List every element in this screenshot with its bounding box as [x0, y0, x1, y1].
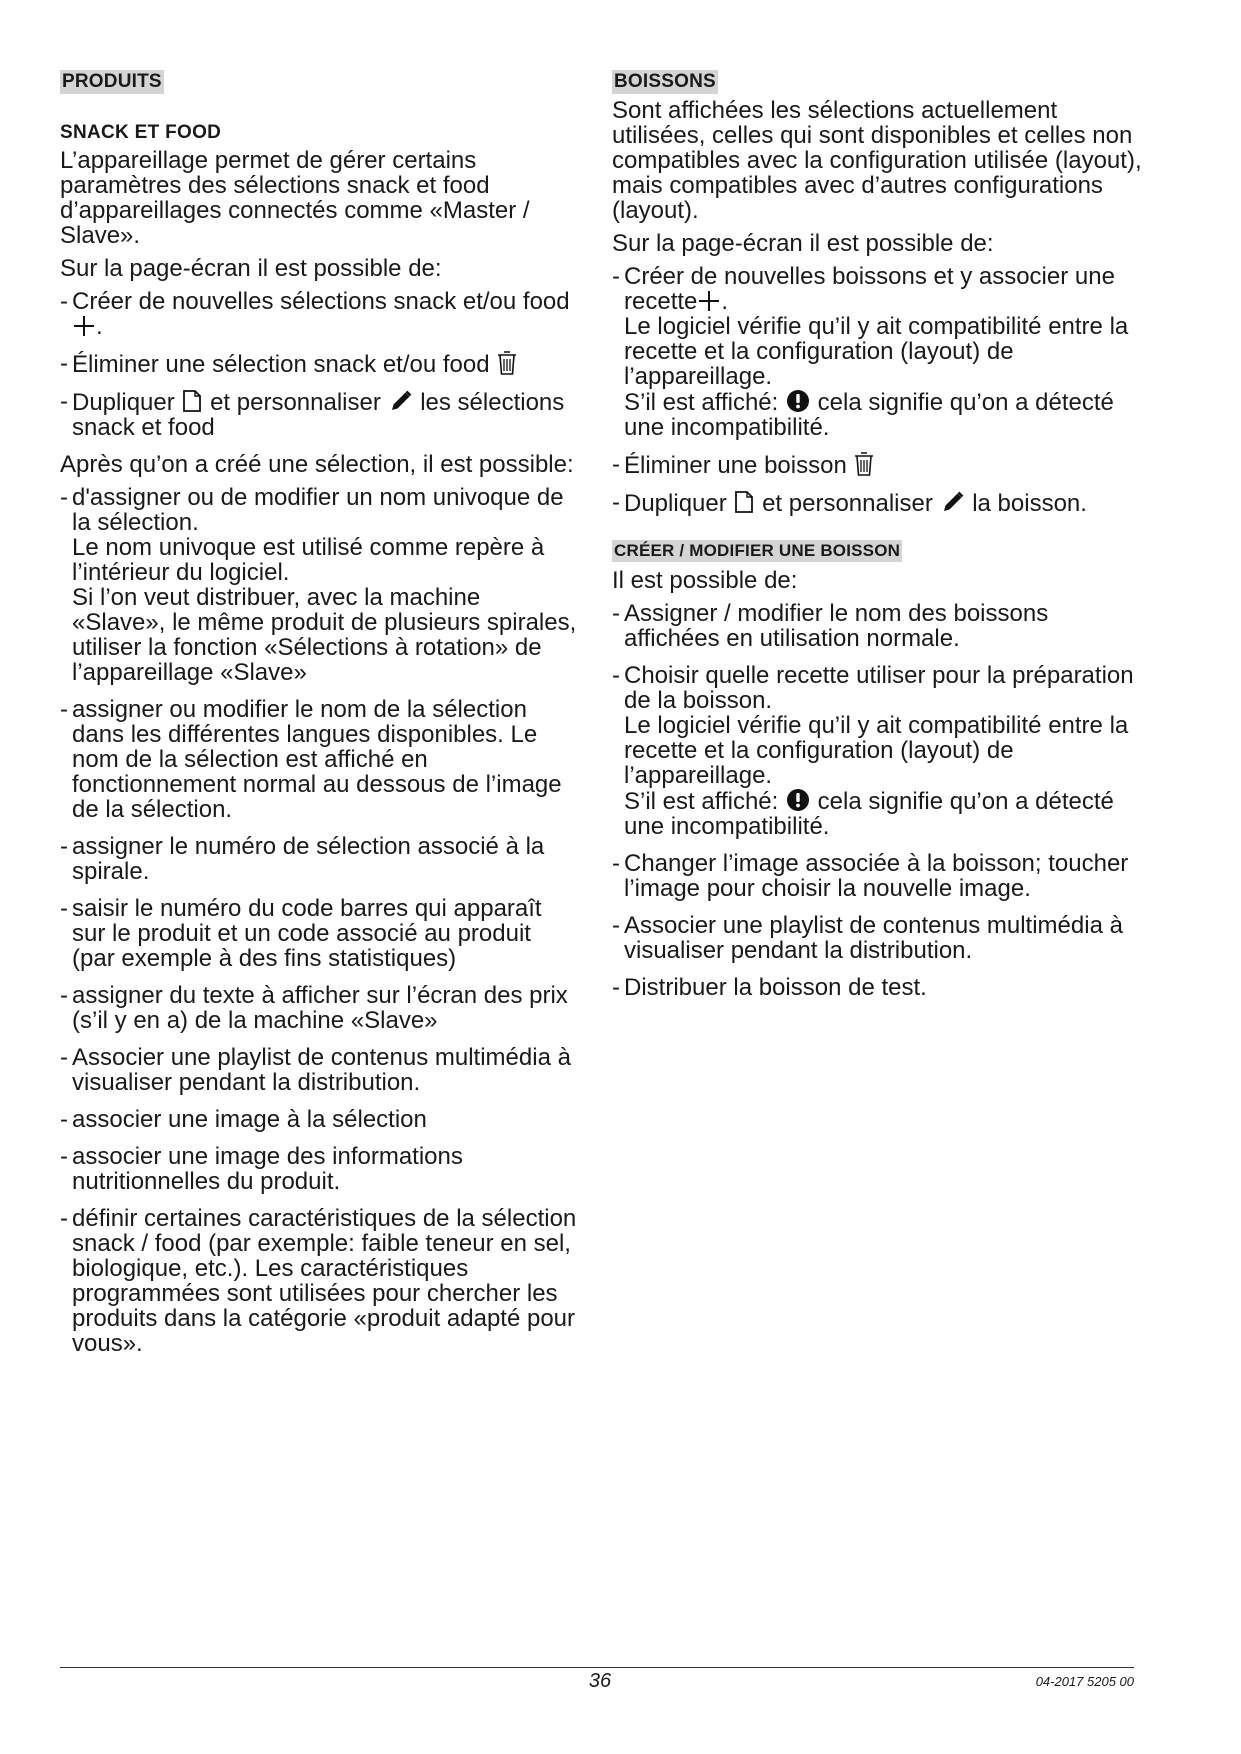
- list-item: [60, 1144, 580, 1194]
- list-item-line: saisir le numéro du code barres qui apparaît sur le produit et un code associé au produit (par exemple à des fins statistiques): [72, 895, 542, 972]
- subheading-snack-food: SNACK ET FOOD: [60, 122, 222, 143]
- duplicate-text: Dupliquer: [72, 389, 175, 416]
- compat-check-text: Le logiciel vérifie qu’il y ait compatibilité entre la recette et la configuration (layout) de l’appareillage.: [624, 712, 1129, 789]
- list-item-line: Le nom univoque est utilisé comme repère à l’intérieur du logiciel.: [72, 534, 545, 586]
- boissons-intro: Sont affichées les sélections actuellement utilisées, celles qui sont disponibles et celles non compatibles avec la configuration utilisée (layout), mais compatibles avec d’autres configurations (layout).: [612, 97, 1142, 224]
- choose-recipe-text: Choisir quelle recette utiliser pour la préparation de la boisson.: [624, 662, 1134, 714]
- left-column: [60, 70, 580, 1368]
- after-options-list: [60, 485, 580, 1356]
- create-selection-text: Créer de nouvelles sélections snack et/ou food: [72, 288, 570, 315]
- list-item-line: associer une image à la sélection: [72, 1106, 427, 1133]
- screen-intro: Sur la page-écran il est possible de:: [60, 255, 442, 282]
- page-number: 36: [588, 1670, 612, 1692]
- create-selection-end: .: [96, 313, 103, 340]
- delete-drink-text: Éliminer une boisson: [624, 452, 847, 479]
- screen-actions-list: [60, 289, 580, 440]
- list-item-line: assigner le numéro de sélection associé à la spirale.: [72, 833, 545, 885]
- warning-text-b: cela signifie qu’on a détecté une incompatibilité.: [624, 788, 1114, 840]
- list-item-line: assigner du texte à afficher sur l’écran des prix (s’il y en a) de la machine «Slave»: [72, 982, 568, 1034]
- list-item: [612, 851, 1142, 901]
- section-heading-produits: PRODUITS: [62, 71, 162, 92]
- pencil-icon: [941, 490, 965, 514]
- duplicate-text: Dupliquer: [624, 490, 727, 517]
- assign-name-text: Assigner / modifier le nom des boissons affichées en utilisation normale.: [624, 600, 1049, 652]
- compat-check-text: Le logiciel vérifie qu’il y ait compatibilité entre la recette et la configuration (layout) de l’appareillage.: [624, 313, 1129, 390]
- list-item-line: assigner ou modifier le nom de la sélection dans les différentes langues disponibles. Le nom de la sélection est affiché en fonctionnement normal au dessous de l’image de la sélection.: [72, 696, 562, 823]
- duplicate-target-text: les sélections snack et food: [72, 389, 565, 441]
- boissons-actions-list: [612, 264, 1142, 516]
- list-item-line: définir certaines caractéristiques de la sélection snack / food (par exemple: faible teneur en sel, biologique, etc.). Les caractéristiques programmées sont utilisées pour chercher les produits dans la catégorie «produit adapté pour vous».: [72, 1205, 577, 1357]
- document-code: 04-2017 5205 00: [1035, 1674, 1134, 1689]
- intro-paragraph: L’appareillage permet de gérer certains paramètres des sélections snack et food d’appareillages connectés comme «Master / Slave».: [60, 147, 530, 249]
- list-item: [60, 983, 580, 1033]
- list-item: [612, 601, 1142, 651]
- warning-text-b: cela signifie qu’on a détecté une incompatibilité.: [624, 389, 1114, 441]
- warning-icon: [786, 389, 810, 413]
- list-item: [60, 834, 580, 884]
- warning-icon: [786, 788, 810, 812]
- list-item: [612, 490, 1142, 516]
- create-drink-end: .: [721, 288, 729, 315]
- change-image-text: Changer l’image associée à la boisson; toucher l’image pour choisir la nouvelle image.: [624, 850, 1129, 902]
- duplicate-icon: [182, 389, 202, 413]
- list-item-line: Associer une playlist de contenus multimédia à visualiser pendant la distribution.: [72, 1044, 571, 1096]
- after-intro: Après qu’on a créé une sélection, il est possible:: [60, 451, 574, 478]
- sub-intro: Il est possible de:: [612, 567, 798, 594]
- playlist-text: Associer une playlist de contenus multimédia à visualiser pendant la distribution.: [624, 912, 1123, 964]
- trash-icon: [497, 351, 517, 375]
- create-drink-text: Créer de nouvelles boissons et y associer une recette: [624, 263, 1115, 315]
- list-item: [60, 896, 580, 971]
- list-item: [60, 1107, 580, 1132]
- plus-icon: [73, 315, 95, 337]
- list-item-line: Si l’on veut distribuer, avec la machine «Slave», le même produit de plusieurs spirales, utiliser la fonction «Sélections à rotation» de l’appareillage «Slave»: [72, 584, 577, 686]
- duplicate-icon: [734, 490, 754, 514]
- list-item: [60, 485, 580, 685]
- personalize-text: et personnaliser: [210, 389, 381, 416]
- list-item: [60, 1045, 580, 1095]
- list-item: [612, 264, 1142, 440]
- list-item: [60, 389, 580, 440]
- create-modify-list: [612, 601, 1142, 1000]
- personalize-text: et personnaliser: [762, 490, 933, 517]
- duplicate-target-text: la boisson.: [972, 490, 1087, 517]
- list-item: [60, 697, 580, 822]
- list-item-line: d'assigner ou de modifier un nom univoque de la sélection.: [72, 484, 564, 536]
- warning-text-a: S’il est affiché:: [624, 788, 779, 815]
- list-item: [612, 913, 1142, 963]
- subsection-heading-creer-modifier: CRÉER / MODIFIER UNE BOISSON: [614, 541, 901, 560]
- list-item: [60, 289, 580, 339]
- list-item: [612, 452, 1142, 478]
- delete-selection-text: Éliminer une sélection snack et/ou food: [72, 351, 490, 378]
- trash-icon: [854, 452, 874, 476]
- right-column: [612, 70, 1142, 1012]
- test-drink-text: Distribuer la boisson de test.: [624, 974, 927, 1001]
- screen-intro: Sur la page-écran il est possible de:: [612, 230, 994, 257]
- footer-divider: [60, 1667, 1134, 1668]
- list-item: [612, 975, 1142, 1000]
- pencil-icon: [389, 389, 413, 413]
- plus-icon: [698, 290, 720, 312]
- list-item: [60, 1206, 580, 1356]
- warning-text-a: S’il est affiché:: [624, 389, 779, 416]
- list-item-line: associer une image des informations nutritionnelles du produit.: [72, 1143, 463, 1195]
- list-item: [612, 663, 1142, 839]
- section-heading-boissons: BOISSONS: [614, 71, 716, 92]
- list-item: [60, 351, 580, 377]
